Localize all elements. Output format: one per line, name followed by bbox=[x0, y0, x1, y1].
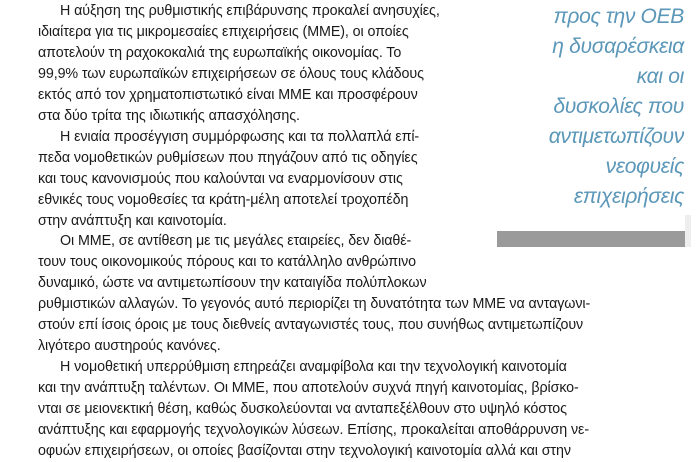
text-line: και τους κανονισμούς που καλούνται να εναρμονίσουν στις bbox=[38, 171, 403, 187]
paragraph-4 bbox=[38, 357, 671, 462]
text-line: Η ενιαία προσέγγιση συμμόρφωσης και τα πολλαπλά επί- bbox=[60, 129, 420, 145]
text-line: Οι ΜΜΕ, σε αντίθεση με τις μεγάλες εταιρείες, δεν διαθέ- bbox=[60, 233, 412, 249]
pullquote-line: νεοφυείς bbox=[605, 155, 684, 178]
text-line: και την ανάπτυξη ταλέντων. Οι ΜΜΕ, που αποτελούν συχνά πηγή καινοτομίας, βρίσκο- bbox=[38, 380, 579, 396]
text-line: αποτελούν τη ραχοκοκαλιά της ευρωπαϊκής οικονομίας. Το bbox=[38, 45, 402, 61]
text-line: στούν επί ίσοις όροις με τους διεθνείς ανταγωνιστές τους, που συνήθως αντιμετωπίζουν bbox=[38, 317, 584, 333]
text-line: Η νομοθετική υπερρύθμιση επηρεάζει αναμφίβολα και την τεχνολογική καινοτομία bbox=[60, 359, 567, 375]
pullquote-line: αντιμετωπίζουν bbox=[548, 125, 684, 148]
text-line: στην ανάπτυξη και καινοτομία. bbox=[38, 213, 227, 229]
pullquote-line: επιχειρήσεις bbox=[573, 185, 684, 208]
paragraph-2 bbox=[38, 127, 488, 232]
paragraph-3 bbox=[38, 231, 671, 357]
pullquote-box bbox=[497, 0, 692, 215]
pullquote-line: προς την ΟΕΒ bbox=[553, 5, 684, 28]
text-line: ρυθμιστικών αλλαγών. Το γεγονός αυτό περιορίζει τη δυνατότητα των ΜΜΕ να ανταγωνι- bbox=[38, 296, 591, 312]
text-line: πεδα νομοθετικών ρυθμίσεων που πηγάζουν από τις οδηγίες bbox=[38, 150, 418, 166]
text-line: οφυών επιχειρήσεων, οι οποίες βασίζονται στην τεχνολογική καινοτομία αλλά και στην bbox=[38, 443, 571, 459]
text-line: ανάπτυξης και εφαρμογής τεχνολογικών λύσεων. Επίσης, προκαλείται αποθάρρυνση νε- bbox=[38, 422, 589, 438]
text-line: νται σε μειονεκτική θέση, καθώς δυσκολεύονται να ανταπεξέλθουν στο υψηλό κόστος bbox=[38, 401, 567, 417]
article-column-bottom bbox=[38, 231, 671, 462]
text-line: ιδιαίτερα για τις μικρομεσαίες επιχειρήσεις (ΜΜΕ), οι οποίες bbox=[38, 24, 409, 40]
text-line: τουν τους οικονομικούς πόρους και το κατάλληλο ανθρώπινο bbox=[38, 254, 416, 270]
text-line: στα δύο τρίτα της ιδιωτικής απασχόλησης. bbox=[38, 108, 300, 124]
text-line: Η αύξηση της ρυθμιστικής επιβάρυνσης προκαλεί ανησυχίες, bbox=[60, 3, 440, 19]
text-line: εθνικές τους νομοθεσίες τα κράτη-μέλη αποτελεί τροχοπέδη bbox=[38, 192, 409, 208]
text-line: δυναμικό, ώστε να αντιμετωπίσουν την καταιγίδα πολύπλοκων bbox=[38, 275, 427, 291]
pullquote-line: η δυσαρέσκεια bbox=[552, 35, 684, 58]
pullquote-line: δυσκολίες που bbox=[553, 95, 684, 118]
pullquote-line: και οι bbox=[636, 65, 684, 88]
article-column-top bbox=[38, 0, 488, 232]
text-line: 99,9% των ευρωπαϊκών επιχειρήσεων σε όλους τους κλάδους bbox=[38, 66, 424, 82]
text-line: εκτός από τον χρηματοπιστωτικό είναι ΜΜΕ και προσφέρουν bbox=[38, 87, 418, 103]
text-line: λιγότερο αυστηρούς κανόνες. bbox=[38, 338, 221, 354]
paragraph-1 bbox=[38, 1, 488, 127]
pullquote-text bbox=[549, 2, 684, 212]
